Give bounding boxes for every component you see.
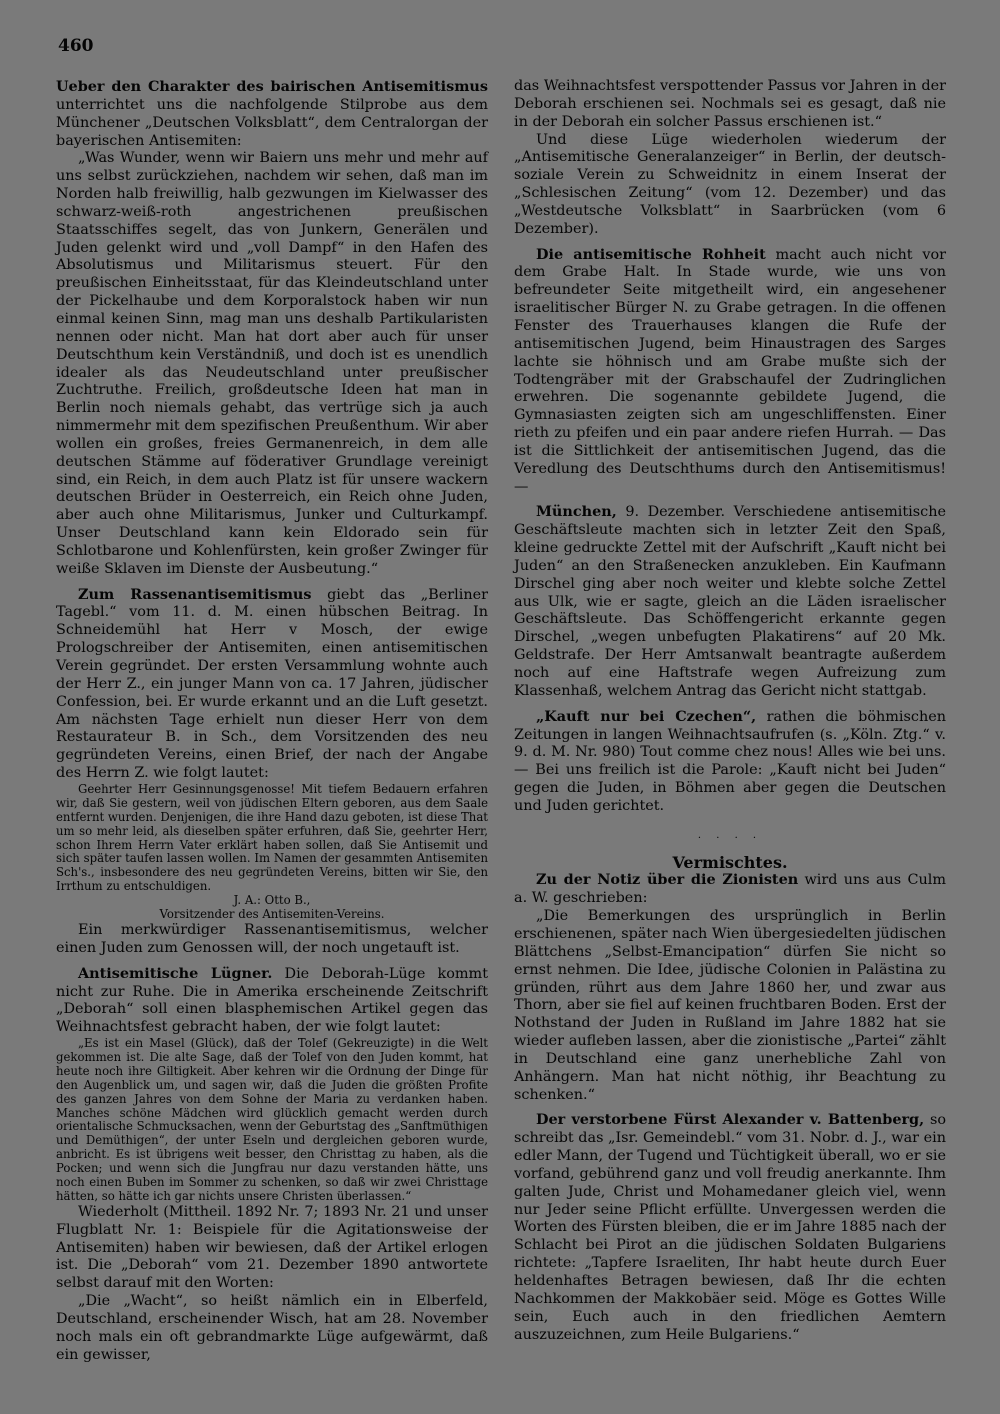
section-title: Vermischtes.	[672, 852, 788, 872]
section-divider: · · · ·	[697, 832, 763, 844]
article-text: rathen die böhmischen Zeitungen in langen Weihnachtsaufrufen (s. „Köln. Ztg.“ v. 9. d. M. Nr. 980) Tout comme chez nous! Alles wie bei uns. — Bei uns freilich ist die Parole: „Kauft nicht bei Juden“ gegen die Juden, in Böhmen aber gegen die Deutschen und Juden gerichtet.	[514, 708, 947, 814]
article-headline: Zum Rassenantisemitismus	[78, 585, 312, 603]
article-battenberg	[514, 1111, 946, 1344]
article-headline: „Kauft nur bei Czechen“,	[536, 707, 757, 725]
quote-deborah: „Es ist ein Masel (Glück), daß der Tolef (Gekreuzigte) in die Welt gekommen ist. Die alte Sage, daß der Tolef von den Juden kommt, hat heute noch ihre Giltigkeit. Aber kehren wir die Ordnung der Dinge für den Augenblick um, und sagen wir, daß die Juden die größten Profite des ganzen Jahres von dem Sohne der Maria zu verdanken haben. Manches schöne Mädchen wird glücklich gemacht werden durch orientalische Schmucksachen, wenn der Geburtstag des „Sanftmüthigen und Demüthigen“, der unter Eseln und dergleichen geboren wurde, anbricht. Es ist übrigens weit besser, den Christtag zu haben, als die Pocken; und wenn sich die Jungfrau nur dazu verstanden hätte, uns noch einen Buben im Sommer zu schenken, so daß wir zwei Christtage hätten, so hätte ich gar nichts unsere Christen überlassen.“	[56, 1036, 488, 1203]
quote-paragraph: „Was Wunder, wenn wir Baiern uns mehr und mehr auf uns selbst zurückziehen, nachdem wir sehen, daß man im Norden halb freiwillig, halb gezwungen im Kielwasser des schwarz-weiß-roth angestrichenen preußischen Staatsschiffes segelt, das von Junkern, Generälen und Juden gelenkt wird und „voll Dampf“ in den Hafen des Absolutismus und Militarismus steuert. Für den preußischen Einheitsstaat, für das Kleindeutschland unter der Pickelhaube und dem Korporalstock haben wir nun einmal keinen Sinn, mag man uns deshalb Partikularisten nennen oder nicht. Man hat dort aber auch für unser Deutschthum kein Verständniß, und doch ist es unendlich idealer als das Neudeutschland unter preußischer Zuchtruthe. Freilich, großdeutsche Ideen hat man in Berlin noch niemals gehabt, das vertrüge sich ja auch nimmermehr mit dem spezifischen Preußenthum. Wir aber wollen ein großes, freies Germanenreich, in dem alle deutschen Stämme auf föderativer Grundlage vereinigt sind, ein Reich, in dem auch Platz ist für unsere wackern deutschen Brüder in Oesterreich, ein Reich ohne Juden, aber auch ohne Militarismus, Junker und Culturkampf. Unser Deutschland kann kein Eldorado sein für Schlotbarone und Kohlenfürsten, kein großer Zwinger für weiße Sklaven im Dienste der Ausbeutung.“	[56, 150, 488, 577]
article-text: das Weihnachtsfest verspottender Passus vor Jahren in der Deborah erschienen sei. Nochmals sei es gesagt, daß nie in der Deborah ein solcher Passus erschienen ist.“	[514, 78, 946, 130]
right-column	[514, 78, 946, 1344]
article-zionists	[514, 871, 946, 908]
article-text: Und diese Lüge wiederholen wiederum der „Antisemitische Generalanzeiger“ in Berlin, der deutsch-soziale Verein zu Schweidnitz in einem Inserat der „Schlesischen Zeitung“ (vom 12. Dezember) und das „Westdeutsche Volksblatt“ in Saarbrücken (vom 6 Dezember).	[514, 131, 946, 237]
article-headline: Antisemitische Lügner.	[78, 964, 273, 982]
article-czechs	[514, 708, 946, 816]
article-headline: München,	[536, 503, 617, 521]
article-headline: Der verstorbene Fürst Alexander v. Battenberg,	[536, 1111, 925, 1129]
left-column	[56, 78, 488, 1365]
article-text: Wiederholt (Mittheil. 1892 Nr. 7; 1893 Nr. 21 und unser Flugblatt Nr. 1: Beispiele für die Agitationsweise der Antisemiten) haben wir bewiesen, daß der Artikel erlogen ist. Die „Deborah“ vom 21. Dezember 1890 antwortete selbst darauf mit den Worten:	[56, 1203, 488, 1292]
article-headline: Ueber den Charakter des bairischen Antisemitismus	[56, 78, 488, 95]
article-text: Ein merkwürdiger Rassenantisemitismus, welcher einen Juden zum Genossen will, der noch ungetauft ist.	[56, 921, 488, 956]
quote-paragraph: „Die Bemerkungen des ursprünglich in Berlin erschienenen, später nach Wien übergesiedelten jüdischen Blättchens „Selbst-Emancipation“ dürfen Sie nicht so ernst nehmen. Die Idee, jüdische Colonien in Palästina zu gründen, rührt aus dem Jahre 1860 her, und zwar aus Thorn, aber sie fiel auf keinen fruchtbaren Boden. Erst der Nothstand der Juden in Rußland im Jahre 1882 hat sie wieder aufleben lassen, aber die zionistische „Partei“ zählt in Deutschland eine ganz unerhebliche Zahl von Anhängern. Man hat nicht nöthig, ihr Beachtung zu schenken.“	[514, 908, 947, 1103]
article-text: giebt das „Berliner Tagebl.“ vom 11. d. M. einen hübschen Beitrag. In Schneidemühl hat Herr v Mosch, der ewige Prologschreiber der Antisemiten, einen antisemitischen Verein gegründet. Der ersten Versammlung wohnte auch der Herr Z., ein junger Mann von ca. 17 Jahren, jüdischer Confession, bei. Er wurde erkannt und an die Luft gesetzt. Am nächsten Tage erhielt nun dieser Herr von dem Restaurateur B. in Sch., dem Vorsitzenden des neu gegründeten Vereins, einen Brief, der nach der Angabe des Herrn Z. wie folgt lautet:	[56, 586, 489, 782]
article-headline: Die antisemitische Rohheit	[536, 245, 766, 263]
article-bavarian-antisemitism	[56, 78, 488, 150]
letter-signature-title: Vorsitzender des Antisemiten-Vereins.	[159, 907, 385, 922]
article-text: macht auch nicht vor dem Grabe Halt. In Stade wurde, wie uns von befreundeter Seite mitgetheilt wird, ein angesehener israelitischer Bürger N. zu Grabe getragen. In die offenen Fenster des Trauerhauses klangen die Rufe der antisemitischen Jugend, beim Hinaustragen des Sarges lachte sie höhnisch und am Grabe mußte sich der Todtengräber mit der Grabschaufel der Zudringlichen erwehren. Die sogenannte gebildete Jugend, die Gymnasiasten zeigten sich am ungeschliffensten. Einer rieth zu pfeifen und ein paar andere riefen Hurrah. — Das ist die Sittlichkeit der antisemitischen Jugend, das die Veredlung des Deutschthums durch den Antisemitismus! —	[514, 246, 947, 495]
article-text: 9. Dezember. Verschiedene antisemitische Geschäftsleute machten sich in letzter Zeit den Spaß, kleine gedruckte Zettel mit der Aufschrift „Kauft nicht bei Juden“ an den Straßenecken anzukleben. Ein Kaufmann Dirschel ging aber noch weiter und klebte solche Zettel aus Ulk, wie er sagte, gleich an die Läden israelischer Geschäftsleute. Das Schöffengericht erkannte gegen Dirschel, „wegen unbefugten Plakatirens“ auf 20 Mk. Geldstrafe. Der Herr Amtsanwalt beantragte außerdem noch auf eine Haftstrafe wegen Aufreizung zum Klassenhaß, welchem Antrag das Gericht nicht stattgab.	[514, 504, 946, 699]
article-headline: Zu der Notiz über die Zionisten	[536, 871, 799, 889]
article-text: wird uns aus Culm a. W. geschrieben:	[514, 872, 946, 907]
article-antisemitic-liars	[56, 965, 488, 1037]
article-text: unterrichtet uns die nachfolgende Stilprobe aus dem Münchener „Deutschen Volksblatt“, dem Centralorgan der bayerischen Antisemiten:	[56, 96, 488, 149]
article-munich	[514, 503, 946, 700]
article-antisemitic-rudeness	[514, 246, 946, 497]
letter-text: Geehrter Herr Gesinnungsgenosse! Mit tiefem Bedauern erfahren wir, daß Sie gestern, weil von jüdischen Eltern geboren, aus dem Saale entfernt wurden. Denjenigen, die ihre Hand dazu geboten, ist diese That um so mehr leid, als dieselben später erfuhren, daß Sie, geehrter Herr, schon Ihrem Herrn Vater erklärt haben sollen, daß Sie Antisemit und sich später taufen lassen wollen. Im Namen der gesammten Antisemiten Sch's., insbesondere des neu gegründeten Vereins, bitten wir Sie, den Irrthum zu entschuldigen.	[56, 781, 488, 894]
quote-paragraph: „Die „Wacht“, so heißt nämlich ein in Elberfeld, Deutschland, erscheinender Wisch, hat am 28. November noch mals ein oft gebrandmarkte Lüge aufgewärmt, daß ein gewisser,	[56, 1293, 488, 1363]
letter-signature: J. A.: Otto B.,	[233, 893, 311, 908]
article-text: so schreibt das „Isr. Gemeindebl.“ vom 31. Nobr. d. J., war ein edler Mann, der Tugend und Tüchtigkeit überall, wo er sie vorfand, gebührend ganz und voll freudig anerkannte. Ihm galten Jude, Christ und Mohamedaner gleich viel, wenn nur Jeder seine Pflicht erfüllte. Unvergessen werden die Worten des Fürsten bleiben, die er im Jahre 1885 nach der Schlacht bei Pirot an die jüdischen Soldaten Bulgariens richtete: „Tapfere Israeliten, Ihr habt heute durch Euer heldenhaftes Betragen bewiesen, daß Ihr die echten Nachkommen der Makkobäer seid. Möge es Gottes Wille sein, Euch auch in den friedlichen Aemtern auszuzeichnen, zum Heile Bulgariens.“	[514, 1112, 946, 1343]
page-number: 460	[58, 36, 94, 56]
article-racial-antisemitism	[56, 586, 488, 783]
article-text: Die Deborah-Lüge kommt nicht zur Ruhe. Die in Amerika erscheinende Zeitschrift „Deborah“ soll einen blasphemischen Artikel gegen das Weihnachtsfest gebracht haben, der wie folgt lautet:	[56, 965, 488, 1036]
